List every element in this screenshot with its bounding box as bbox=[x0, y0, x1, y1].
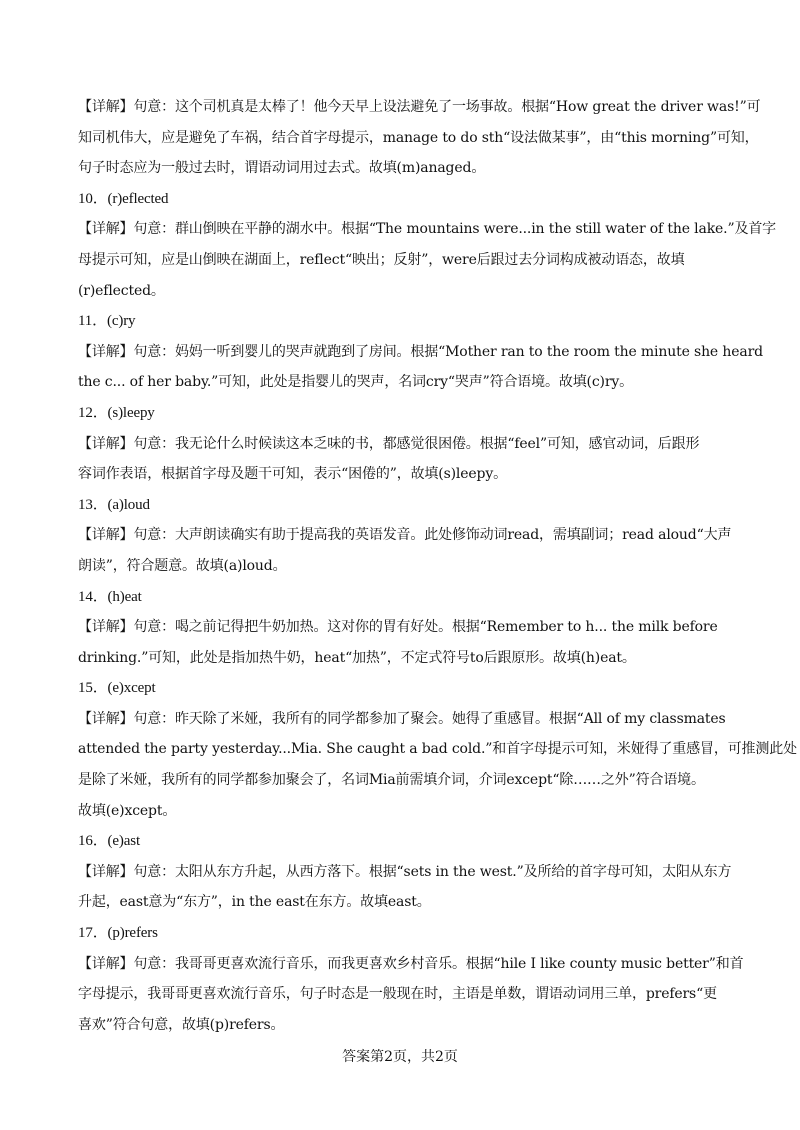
explanation-line: attended the party yesterday...Mia. She caught a bad cold.”和首字母提示可知，米娅得了重感冒，可推测此处 bbox=[78, 741, 797, 758]
answer-content bbox=[78, 92, 797, 1040]
explanation-line: 【详解】句意：大声朗读确实有助于提高我的英语发音。此处修饰动词read，需填副词；read aloud“大声 bbox=[78, 527, 732, 544]
explanation-line: (r)eflected。 bbox=[78, 282, 165, 299]
explanation-line: 知司机伟大，应是避免了车祸，结合首字母提示，manage to do sth“设法做某事”，由“this morning”可知， bbox=[78, 129, 759, 146]
answer-item-11: 11．(c)ry bbox=[78, 313, 136, 330]
answer-item-12: 12．(s)leepy bbox=[78, 404, 155, 421]
explanation-line: the c... of her baby.”可知，此处是指婴儿的哭声，名词cry“哭声”符合语境。故填(c)ry。 bbox=[78, 374, 634, 391]
explanation-line: 容词作表语，根据首字母及题干可知，表示“困倦的”，故填(s)leepy。 bbox=[78, 466, 507, 483]
explanation-line: 【详解】句意：这个司机真是太棒了！他今天早上设法避免了一场事故。根据“How great the driver was!”可 bbox=[78, 99, 761, 115]
explanation-line: 喜欢”符合句意，故填(p)refers。 bbox=[78, 1016, 285, 1033]
explanation-line: 【详解】句意：妈妈一听到婴儿的哭声就跑到了房间。根据“Mother ran to the room the minute she heard bbox=[78, 343, 763, 360]
explanation-line: 句子时态应为一般过去时，谓语动词用过去式。故填(m)anaged。 bbox=[78, 160, 486, 177]
explanation-line: 【详解】句意：太阳从东方升起，从西方落下。根据“sets in the west.”及所给的首字母可知，太阳从东方 bbox=[78, 863, 732, 880]
explanation-line: 是除了米娅，我所有的同学都参加聚会了，名词Mia前需填介词，介词except“除……之外”符合语境。 bbox=[78, 772, 705, 789]
explanation-line: 字母提示，我哥哥更喜欢流行音乐，句子时态是一般现在时，主语是单数，谓语动词用三单，prefers“更 bbox=[78, 986, 717, 1003]
explanation-line: drinking.”可知，此处是指加热牛奶，heat“加热”，不定式符号to后跟原形。故填(h)eat。 bbox=[78, 649, 636, 666]
answer-item-17: 17．(p)refers bbox=[78, 925, 158, 942]
explanation-line: 升起，east意为“东方”，in the east在东方。故填east。 bbox=[78, 894, 431, 911]
explanation-line: 【详解】句意：群山倒映在平静的湖水中。根据“The mountains were...in the still water of the lake.”及首字 bbox=[78, 221, 777, 238]
explanation-line: 朗读”，符合题意。故填(a)loud。 bbox=[78, 557, 287, 574]
explanation-line: 故填(e)xcept。 bbox=[78, 802, 177, 819]
explanation-line: 母提示可知，应是山倒映在湖面上，reflect“映出；反射”，were后跟过去分词构成被动语态，故填 bbox=[78, 251, 685, 268]
page-footer: 答案第2页，共2页 bbox=[342, 1049, 458, 1065]
explanation-line: 【详解】句意：我哥哥更喜欢流行音乐，而我更喜欢乡村音乐。根据“hile I like county music better”和首 bbox=[78, 955, 744, 972]
answer-item-15: 15．(e)xcept bbox=[78, 680, 156, 697]
explanation-line: 【详解】句意：喝之前记得把牛奶加热。这对你的胃有好处。根据“Remember to h... the milk before bbox=[78, 619, 718, 636]
explanation-line: 【详解】句意：我无论什么时候读这本乏味的书，都感觉很困倦。根据“feel”可知，感官动词，后跟形 bbox=[78, 435, 700, 452]
answer-item-14: 14．(h)eat bbox=[78, 588, 142, 605]
answer-item-16: 16．(e)ast bbox=[78, 833, 140, 850]
answer-item-13: 13．(a)loud bbox=[78, 496, 150, 513]
explanation-line: 【详解】句意：昨天除了米娅，我所有的同学都参加了聚会。她得了重感冒。根据“All of my classmates bbox=[78, 710, 726, 727]
answer-item-10: 10．(r)eflected bbox=[78, 190, 169, 207]
